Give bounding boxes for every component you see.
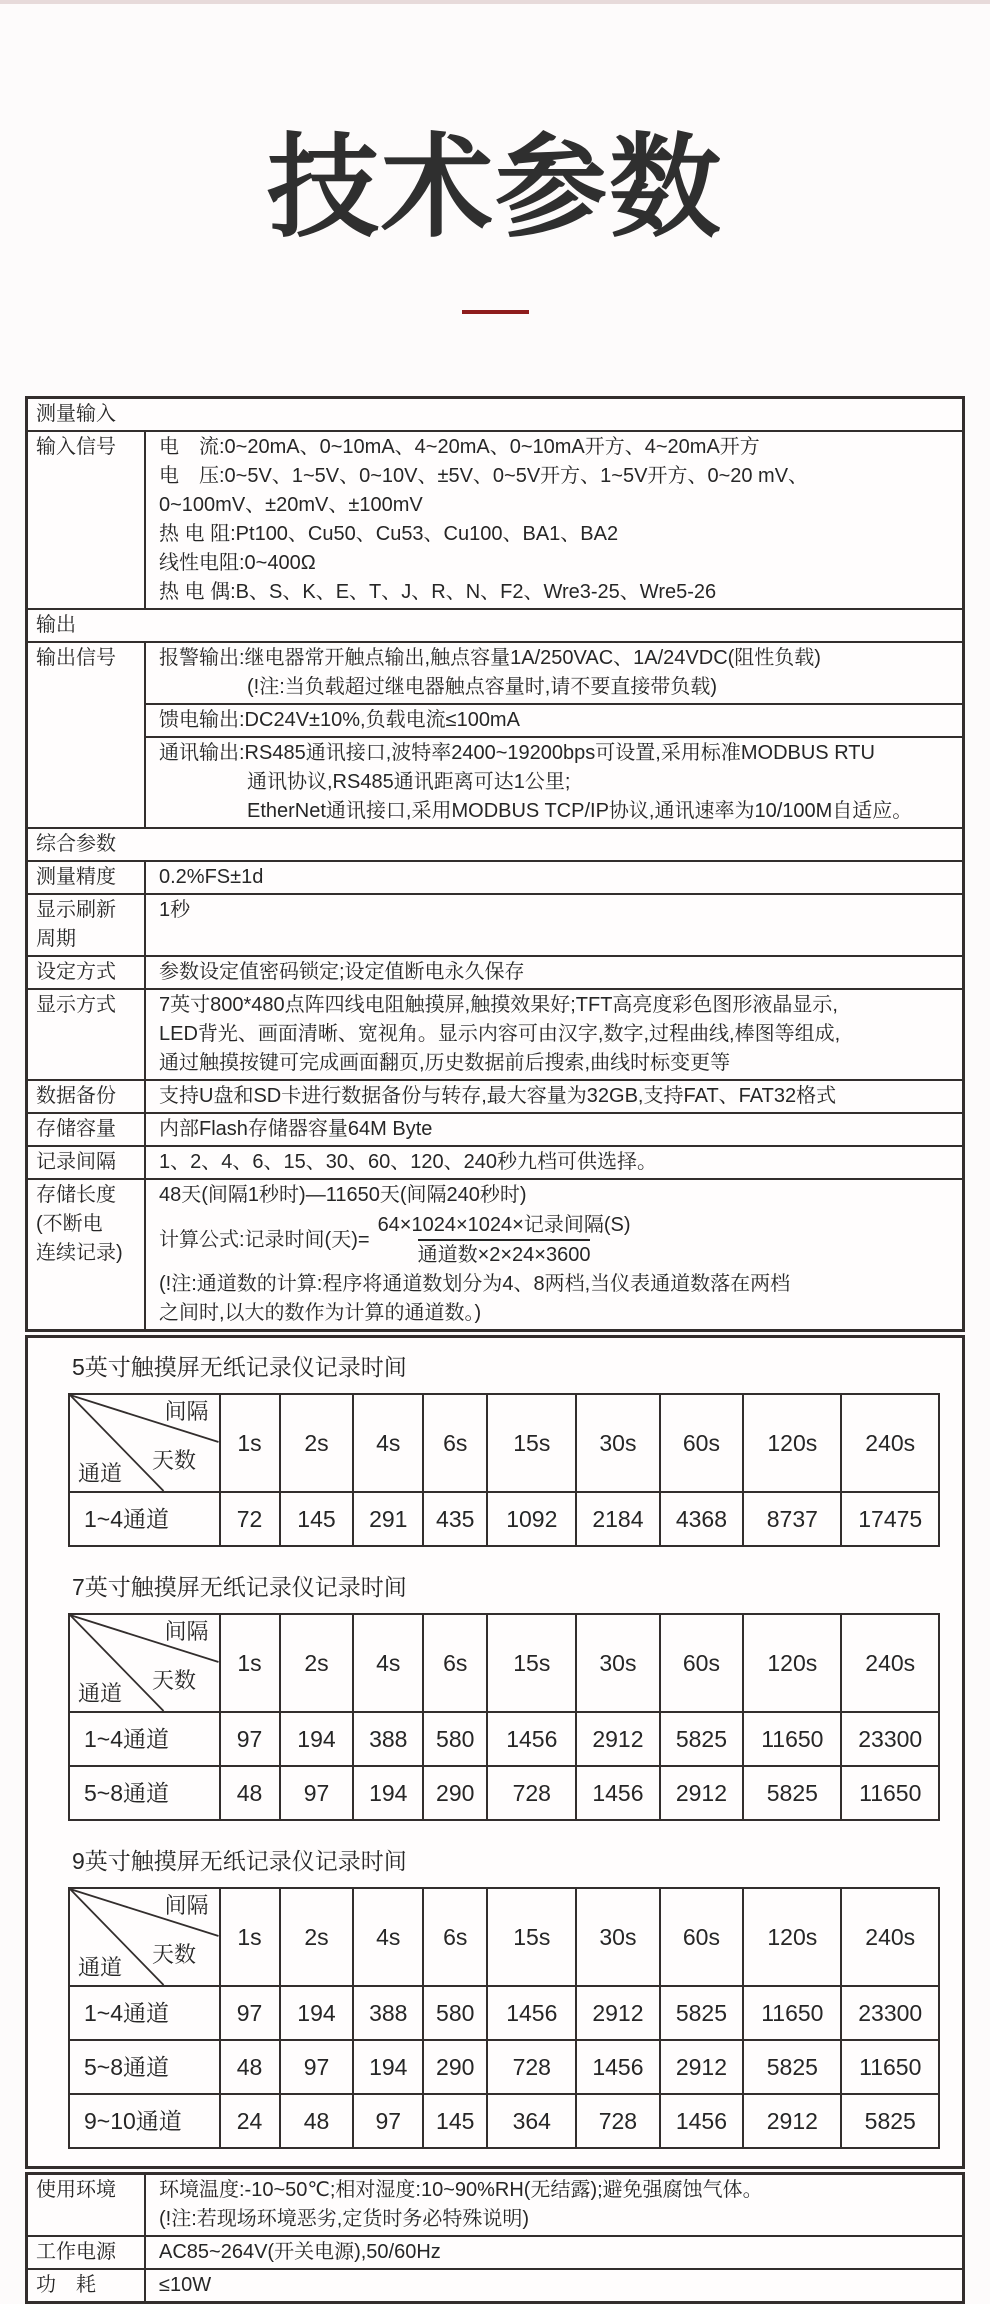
row-value-display-mode	[146, 990, 962, 1079]
record-value-cell: 728	[487, 1766, 576, 1820]
channel-row-label: 5~8通道	[69, 1766, 220, 1820]
interval-header-cell: 4s	[353, 1394, 423, 1492]
row-power-supply	[28, 2235, 962, 2268]
row-label-data-backup: 数据备份	[28, 1081, 146, 1112]
record-table-row	[69, 2094, 939, 2148]
spec-table	[25, 396, 965, 1332]
record-value-cell: 97	[220, 1712, 280, 1766]
record-value-cell: 23300	[841, 1712, 939, 1766]
record-value-cell: 2912	[576, 1712, 660, 1766]
channel-row-label: 1~4通道	[69, 1492, 220, 1546]
record-tables-panel	[25, 1335, 965, 2169]
alarm-output-cell	[146, 643, 962, 703]
value-line: 通讯协议,RS485通讯距离可达1公里;	[247, 771, 571, 793]
row-label-refresh-period	[28, 895, 146, 955]
formula-prefix: 计算公式:记录时间(天)=	[159, 1228, 370, 1251]
record-value-cell: 8737	[743, 1492, 841, 1546]
record-table-7inch	[68, 1613, 940, 1821]
row-accuracy	[28, 860, 962, 893]
record-value-cell: 145	[423, 2094, 487, 2148]
interval-header-cell: 30s	[576, 1394, 660, 1492]
row-value-power-consumption: ≤10W	[159, 2274, 212, 2296]
value-line: 热 电 偶:B、S、K、E、T、J、R、N、F2、Wre3-25、Wre5-26	[159, 581, 717, 603]
value-line: 报警输出:继电器常开触点输出,触点容量1A/250VAC、1A/24VDC(阻性负载)	[159, 647, 821, 669]
record-value-cell: 24	[220, 2094, 280, 2148]
interval-header-cell: 4s	[353, 1614, 423, 1712]
row-value-storage-length	[146, 1180, 962, 1329]
row-data-backup	[28, 1079, 962, 1112]
record-table-row	[69, 1766, 939, 1820]
record-table-row	[69, 1712, 939, 1766]
row-label-input-signal: 输入信号	[28, 432, 146, 608]
value-line: (!注:当负载超过继电器触点容量时,请不要直接带负载)	[247, 676, 717, 698]
interval-header-cell: 1s	[220, 1614, 280, 1712]
record-value-cell: 4368	[660, 1492, 744, 1546]
corner-header-cell	[69, 1888, 220, 1986]
record-value-cell: 97	[280, 1766, 354, 1820]
record-value-cell: 728	[487, 2040, 576, 2094]
interval-header-cell: 60s	[660, 1394, 744, 1492]
spec-sheet	[25, 396, 965, 2304]
label-line: 显示刷新	[36, 899, 116, 921]
fraction-numerator: 64×1024×1024×记录间隔(S)	[377, 1214, 631, 1236]
record-table-row	[69, 1492, 939, 1546]
corner-label-interval: 间隔	[164, 1399, 209, 1424]
record-value-cell: 11650	[841, 2040, 939, 2094]
corner-label-channel: 通道	[78, 1681, 123, 1706]
record-value-cell: 97	[280, 2040, 354, 2094]
corner-label-channel: 通道	[78, 1955, 123, 1980]
value-line: 电 流:0~20mA、0~10mA、4~20mA、0~10mA开方、4~20mA开方	[159, 436, 760, 458]
row-value-power-supply: AC85~264V(开关电源),50/60Hz	[159, 2241, 441, 2263]
feed-output-cell: 馈电输出:DC24V±10%,负载电流≤100mA	[146, 703, 962, 736]
corner-header-cell	[69, 1394, 220, 1492]
value-line: 通讯输出:RS485通讯接口,波特率2400~19200bps可设置,采用标准MODBUS RTU	[159, 742, 875, 764]
section-header-measure-input: 测量输入	[36, 403, 116, 425]
record-value-cell: 291	[353, 1492, 423, 1546]
record-value-cell: 388	[353, 1712, 423, 1766]
record-value-cell: 580	[423, 1712, 487, 1766]
section-header-general: 综合参数	[28, 827, 962, 860]
value-line: 热 电 阻:Pt100、Cu50、Cu53、Cu100、BA1、BA2	[159, 523, 619, 545]
interval-header-cell: 1s	[220, 1888, 280, 1986]
record-value-cell: 72	[220, 1492, 280, 1546]
channel-row-label: 5~8通道	[69, 2040, 220, 2094]
record-table-row	[69, 1986, 939, 2040]
record-value-cell: 145	[280, 1492, 354, 1546]
row-label-storage-length	[28, 1180, 146, 1329]
top-accent-band	[0, 0, 990, 4]
corner-label-channel: 通道	[78, 1461, 123, 1486]
value-line: 环境温度:-10~50℃;相对湿度:10~90%RH(无结露);避免强腐蚀气体。	[159, 2179, 763, 2201]
value-line: 线性电阻:0~400Ω	[159, 552, 316, 574]
record-value-cell: 2912	[660, 2040, 744, 2094]
value-line: (!注:若现场环境恶劣,定货时务必特殊说明)	[159, 2208, 529, 2230]
label-line: 周期	[36, 928, 76, 950]
record-value-cell: 364	[487, 2094, 576, 2148]
interval-header-cell: 15s	[487, 1394, 576, 1492]
corner-header-cell	[69, 1614, 220, 1712]
record-value-cell: 17475	[841, 1492, 939, 1546]
record-value-cell: 2912	[660, 1766, 744, 1820]
value-line: 7英寸800*480点阵四线电阻触摸屏,触摸效果好;TFT高亮度彩色图形液晶显示,	[159, 994, 838, 1016]
corner-label-days: 天数	[152, 1668, 197, 1693]
record-table-header-row	[69, 1888, 939, 1986]
record-table-row	[69, 2040, 939, 2094]
interval-header-cell: 30s	[576, 1888, 660, 1986]
interval-header-cell: 6s	[423, 1394, 487, 1492]
record-value-cell: 194	[353, 2040, 423, 2094]
interval-header-cell: 2s	[280, 1394, 354, 1492]
record-value-cell: 97	[220, 1986, 280, 2040]
corner-label-interval: 间隔	[164, 1619, 209, 1644]
record-value-cell: 97	[353, 2094, 423, 2148]
channel-row-label: 1~4通道	[69, 1986, 220, 2040]
row-value-data-backup: 支持U盘和SD卡进行数据备份与转存,最大容量为32GB,支持FAT、FAT32格式	[159, 1085, 837, 1107]
interval-header-cell: 240s	[841, 1888, 939, 1986]
value-line: LED背光、画面清晰、宽视角。显示内容可由汉字,数字,过程曲线,棒图等组成,	[159, 1023, 841, 1045]
record-value-cell: 5825	[841, 2094, 939, 2148]
record-value-cell: 388	[353, 1986, 423, 2040]
row-label-output-signal: 输出信号	[28, 643, 146, 827]
interval-header-cell: 2s	[280, 1614, 354, 1712]
record-value-cell: 2912	[743, 2094, 841, 2148]
row-value-refresh-period: 1秒	[159, 899, 191, 921]
interval-header-cell: 6s	[423, 1888, 487, 1986]
storage-note-line: 之间时,以大的数作为计算的通道数。)	[159, 1302, 482, 1324]
record-value-cell: 23300	[841, 1986, 939, 2040]
interval-header-cell: 6s	[423, 1614, 487, 1712]
record-table-9inch	[68, 1887, 940, 2149]
interval-header-cell: 120s	[743, 1394, 841, 1492]
row-value-setting-mode: 参数设定值密码锁定;设定值断电永久保存	[159, 961, 525, 983]
formula-fraction	[378, 1211, 631, 1269]
row-record-interval	[28, 1145, 962, 1178]
record-value-cell: 1456	[660, 2094, 744, 2148]
row-refresh-period	[28, 893, 962, 955]
record-table-title-7inch: 7英寸触摸屏无纸记录仪记录时间	[72, 1574, 407, 1600]
title-underline-divider	[462, 310, 529, 314]
channel-row-label: 1~4通道	[69, 1712, 220, 1766]
record-value-cell: 2184	[576, 1492, 660, 1546]
row-value-storage-capacity: 内部Flash存储器容量64M Byte	[159, 1118, 433, 1140]
record-value-cell: 5825	[660, 1712, 744, 1766]
record-table-header-row	[69, 1394, 939, 1492]
corner-label-interval: 间隔	[164, 1893, 209, 1918]
label-line: 连续记录)	[36, 1242, 123, 1264]
storage-range-line: 48天(间隔1秒时)—11650天(间隔240秒时)	[159, 1184, 527, 1206]
storage-formula	[159, 1211, 956, 1269]
row-input-signal	[28, 430, 962, 608]
record-value-cell: 48	[220, 2040, 280, 2094]
comm-output-cell	[146, 736, 962, 827]
row-label-power-supply: 工作电源	[28, 2237, 146, 2268]
record-value-cell: 1456	[576, 2040, 660, 2094]
row-storage-length	[28, 1178, 962, 1329]
row-label-setting-mode: 设定方式	[28, 957, 146, 988]
value-line: 0~100mV、±20mV、±100mV	[159, 494, 423, 516]
row-label-power-consumption: 功 耗	[28, 2270, 146, 2301]
row-environment	[28, 2175, 962, 2235]
record-value-cell: 11650	[841, 1766, 939, 1820]
record-table-title-9inch: 9英寸触摸屏无纸记录仪记录时间	[72, 1848, 407, 1874]
record-value-cell: 48	[280, 2094, 354, 2148]
record-value-cell: 728	[576, 2094, 660, 2148]
row-label-record-interval: 记录间隔	[28, 1147, 146, 1178]
row-label-accuracy: 测量精度	[28, 862, 146, 893]
interval-header-cell: 4s	[353, 1888, 423, 1986]
label-line: (不断电	[36, 1213, 103, 1235]
record-table-title-5inch: 5英寸触摸屏无纸记录仪记录时间	[72, 1354, 407, 1380]
record-value-cell: 11650	[743, 1712, 841, 1766]
record-value-cell: 290	[423, 2040, 487, 2094]
record-value-cell: 194	[353, 1766, 423, 1820]
interval-header-cell: 120s	[743, 1888, 841, 1986]
row-value-environment	[146, 2175, 962, 2235]
record-value-cell: 5825	[660, 1986, 744, 2040]
row-setting-mode	[28, 955, 962, 988]
record-value-cell: 5825	[743, 1766, 841, 1820]
row-value-accuracy: 0.2%FS±1d	[159, 866, 264, 888]
record-value-cell: 1092	[487, 1492, 576, 1546]
interval-header-cell: 120s	[743, 1614, 841, 1712]
corner-label-days: 天数	[152, 1942, 197, 1967]
record-value-cell: 194	[280, 1986, 354, 2040]
storage-note-line: (!注:通道数的计算:程序将通道数划分为4、8两档,当仪表通道数落在两档	[159, 1273, 791, 1295]
record-value-cell: 580	[423, 1986, 487, 2040]
row-power-consumption	[28, 2268, 962, 2301]
row-output-signal	[28, 641, 962, 827]
interval-header-cell: 240s	[841, 1614, 939, 1712]
record-value-cell: 290	[423, 1766, 487, 1820]
record-value-cell: 435	[423, 1492, 487, 1546]
interval-header-cell: 30s	[576, 1614, 660, 1712]
fraction-denominator: 通道数×2×24×3600	[418, 1239, 591, 1269]
interval-header-cell: 1s	[220, 1394, 280, 1492]
row-storage-capacity	[28, 1112, 962, 1145]
interval-header-cell: 60s	[660, 1614, 744, 1712]
interval-header-cell: 2s	[280, 1888, 354, 1986]
page-title: 技术参数	[267, 125, 723, 250]
label-line: 存储长度	[36, 1184, 116, 1206]
interval-header-cell: 15s	[487, 1614, 576, 1712]
row-label-display-mode: 显示方式	[28, 990, 146, 1079]
row-label-environment: 使用环境	[28, 2175, 146, 2235]
record-value-cell: 1456	[487, 1712, 576, 1766]
interval-header-cell: 240s	[841, 1394, 939, 1492]
interval-header-cell: 15s	[487, 1888, 576, 1986]
record-value-cell: 48	[220, 1766, 280, 1820]
row-value-record-interval: 1、2、4、6、15、30、60、120、240秒九档可供选择。	[159, 1151, 657, 1173]
environment-table	[25, 2172, 965, 2304]
value-line: 电 压:0~5V、1~5V、0~10V、±5V、0~5V开方、1~5V开方、0~20 mV、	[159, 465, 809, 487]
output-signal-subrows	[146, 643, 962, 827]
record-table-header-row	[69, 1614, 939, 1712]
interval-header-cell: 60s	[660, 1888, 744, 1986]
record-value-cell: 5825	[743, 2040, 841, 2094]
record-value-cell: 2912	[576, 1986, 660, 2040]
section-header-output: 输出	[28, 608, 962, 641]
record-value-cell: 11650	[743, 1986, 841, 2040]
record-value-cell: 1456	[576, 1766, 660, 1820]
value-line: 通过触摸按键可完成画面翻页,历史数据前后搜索,曲线时标变更等	[159, 1052, 731, 1074]
record-value-cell: 194	[280, 1712, 354, 1766]
record-table-5inch	[68, 1393, 940, 1547]
corner-label-days: 天数	[152, 1448, 197, 1473]
row-value-input-signal	[146, 432, 962, 608]
row-display-mode	[28, 988, 962, 1079]
record-value-cell: 1456	[487, 1986, 576, 2040]
channel-row-label: 9~10通道	[69, 2094, 220, 2148]
row-label-storage-capacity: 存储容量	[28, 1114, 146, 1145]
value-line: EtherNet通讯接口,采用MODBUS TCP/IP协议,通讯速率为10/100M自适应。	[247, 800, 913, 822]
